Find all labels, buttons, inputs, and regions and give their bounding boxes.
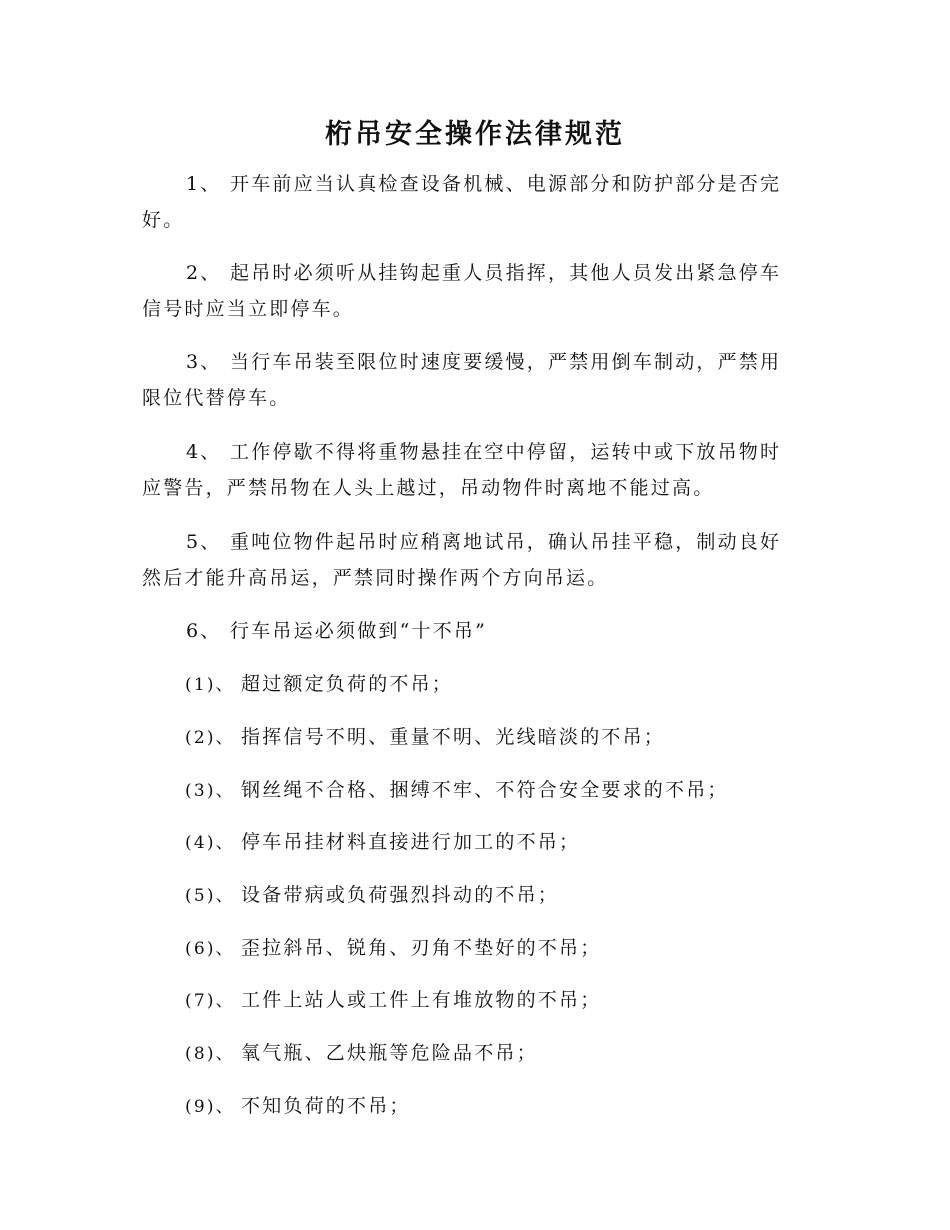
sub-rule-9 [185,1088,411,1125]
sub-rule-4 [185,824,580,861]
sub-rule-6 [185,930,601,967]
rule-text-line2: 应警告，严禁吊物在人头上越过，吊动物件时离地不能过高。 [142,477,715,499]
sub-rule-5 [185,877,559,914]
rule-item-1 [142,166,794,238]
sub-rule-8 [185,1035,538,1072]
sub-rule-2 [185,719,665,756]
rule-number: 6、 [186,620,222,642]
sub-rule-number: (9)、 [185,1097,235,1117]
sub-rule-text: 超过额定负荷的不吊； [241,673,454,695]
sub-rule-number: (2)、 [185,728,235,748]
sub-rule-number: (5)、 [185,886,235,906]
rule-text-line1: 重吨位物件起吊时应稍离地试吊，确认吊挂平稳，制动良好 [230,531,782,553]
sub-rule-text: 停车吊挂材料直接进行加工的不吊； [241,831,581,853]
sub-rule-number: (1)、 [185,675,235,695]
sub-rule-text: 氧气瓶、乙炔瓶等危险品不吊； [241,1042,538,1064]
rule-text-line1: 开车前应当认真检查设备机械、电源部分和防护部分是否完 [230,173,782,195]
rule-number: 4、 [186,441,222,463]
rule-item-2 [142,255,794,327]
rule-text-line2: 好。 [142,209,185,231]
rule-number: 2、 [186,262,222,284]
sub-rule-text: 指挥信号不明、重量不明、光线暗淡的不吊； [241,726,666,748]
sub-rule-number: (3)、 [185,781,235,801]
sub-rule-text: 钢丝绳不合格、捆缚不牢、不符合安全要求的不吊； [241,779,729,801]
rule-item-6 [142,613,794,649]
rule-text-line1: 工作停歇不得将重物悬挂在空中停留，运转中或下放吊物时 [230,441,782,463]
rule-text-line1: 当行车吊装至限位时速度要缓慢，严禁用倒车制动，严禁用 [230,351,782,373]
rule-text-line2: 然后才能升高吊运，严禁同时操作两个方向吊运。 [142,567,609,589]
rule-item-5 [142,524,794,596]
sub-rule-number: (7)、 [185,991,235,1011]
rule-item-4 [142,434,794,506]
rule-number: 3、 [186,351,222,373]
sub-rule-text: 歪拉斜吊、锐角、刃角不垫好的不吊； [241,937,602,959]
sub-rule-text: 设备带病或负荷强烈抖动的不吊； [241,884,560,906]
rule-number: 1、 [186,173,222,195]
rule-text-line1: 行车吊运必须做到“十不吊” [230,620,488,642]
sub-rule-3 [185,772,729,809]
rule-text-line1: 起吊时必须听从挂钩起重人员指挥，其他人员发出紧急停车 [230,262,782,284]
sub-rule-1 [185,666,453,703]
rule-item-3 [142,344,794,416]
sub-rule-number: (6)、 [185,939,235,959]
sub-rule-number: (4)、 [185,833,235,853]
sub-rule-7 [185,982,601,1019]
rule-text-line2: 信号时应当立即停车。 [142,298,355,320]
sub-rule-number: (8)、 [185,1044,235,1064]
rule-text-line2: 限位代替停车。 [142,387,291,409]
rule-number: 5、 [186,531,222,553]
sub-rule-text: 不知负荷的不吊； [241,1095,411,1117]
sub-rule-text: 工件上站人或工件上有堆放物的不吊； [241,989,602,1011]
document-title: 桁吊安全操作法律规范 [325,119,625,150]
